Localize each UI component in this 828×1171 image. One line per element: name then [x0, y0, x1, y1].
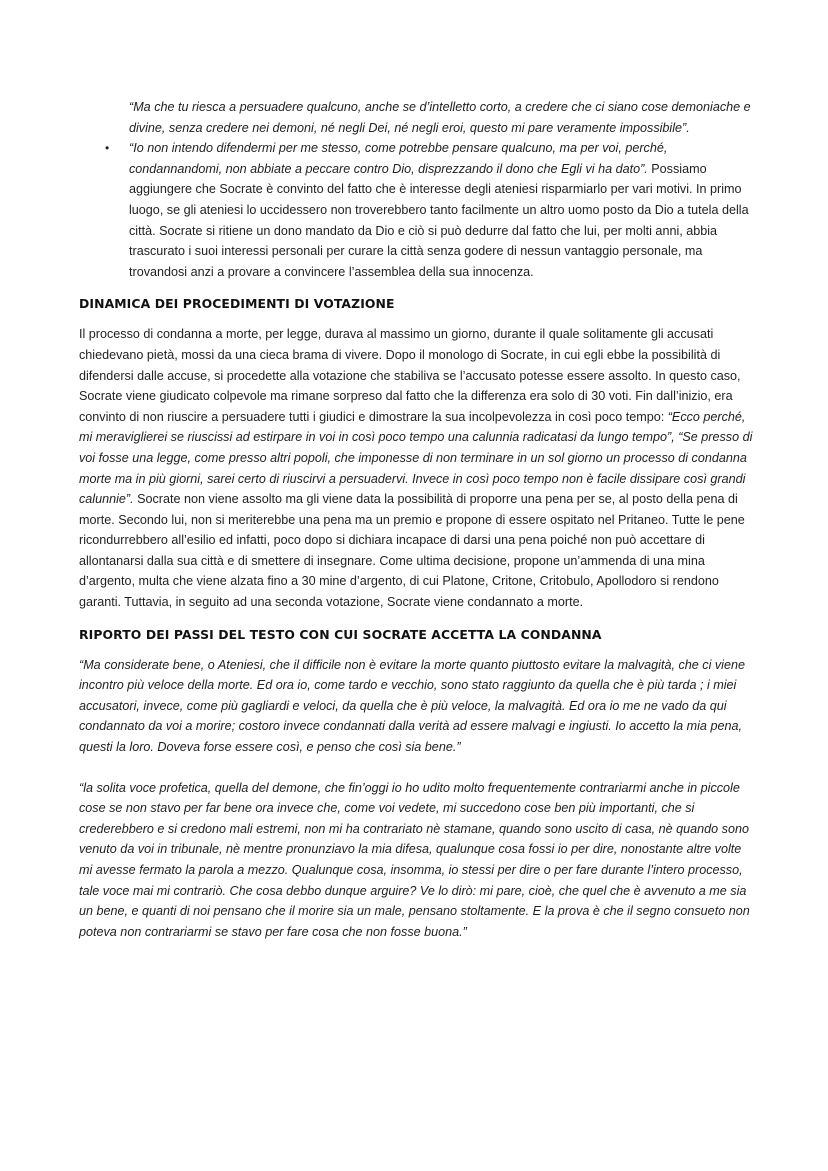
condanna-quote-2: “la solita voce profetica, quella del demone, che fin’oggi io ho udito molto frequentemente contrariarmi anche in piccole cose se non stavo per far bene ora invece che, come voi vedete, mi succedono cose ben più importanti, che si crederebbero e si credono mali estremi, non mi ha contrariato nè stamane, quando sono uscito di casa, nè quando sono venuto da voi in tribunale, nè mentre pronunziavo la mia difesa, qualunque cosa fossi io per dire, nonostante altre volte mi avesse fermato la parola a mezzo. Qualunque cosa, insomma, io stessi per dire o per fare durante l’intero processo, tale voce mai mi contrariò. Che cosa debbo dunque arguire? Ve lo dirò: mi pare, cioè, che quel che è avvenuto a me sia un bene, e quanti di noi pensano che il morire sia un male, pensano stoltamente. E la prova è che il segno consueto non poteva non contrariarmi se stavo per fare cosa che non fosse buona.” [79, 780, 750, 939]
bullet-icon: • [105, 141, 110, 156]
bullet-list-item [105, 138, 756, 282]
votazione-quote: “Ecco perché, mi meraviglierei se riuscissi ad estirpare in voi in così poco tempo una calunnia radicatasi da lungo tempo”, “Se presso di voi fosse una legge, come presso altri popoli, che imponesse di non terminare in un sol giorno un processo di condanna morte ma in più giorni, sarei certo di riuscirvi a persuadervi. Invece in così poco tempo non è facile dissipare così grandi calunnie”. [79, 409, 753, 507]
section-heading-votazione: DINAMICA DEI PROCEDIMENTI DI VOTAZIONE [79, 296, 395, 312]
condanna-quote-1: “Ma considerate bene, o Ateniesi, che il difficile non è evitare la morte quanto piuttosto evitare la malvagità, che ci viene incontro più veloce della morte. Ed ora io, come tardo e vecchio, sono stato raggiunto da quella che è più tarda ; i miei accusatori, invece, come più gagliardi e veloci, da quella che è più veloce, la malvagità. Ed ora io me ne vado da qui condannato da voi a morire; costoro invece condannati dalla verità ad essere malvagi e ingiusti. Io accetto la mia pena, questi la loro. Doveva forse essere così, e penso che così sia bene.” [79, 657, 745, 755]
votazione-text-start: Il processo di condanna a morte, per legge, durava al massimo un giorno, durante il quale solitamente gli accusati chiedevano pietà, mossi da una cieca brama di vivere. Dopo il monologo di Socrate, in cui egli ebbe la possibilità di difendersi dalle accuse, si procedette alla votazione che stabiliva se l’accusato potesse essere assolto. In questo caso, Socrate viene giudicato colpevole ma rimane sorpreso dal fatto che la differenza era solo di 30 voti. Fin dall’inizio, era convinto di non riuscire a persuadere tutti i giudici e dimostrare la sua incolpevolezza in così poco tempo: [79, 327, 741, 424]
bullet-text: Possiamo aggiungere che Socrate è convinto del fatto che è interesse degli ateniesi risparmiarlo per vari motivi. In primo luogo, se gli ateniesi lo uccidessero non troverebbero tanto facilmente un altro uomo posto da Dio a tutela della città. Socrate si ritiene un dono mandato da Dio e ciò si può dedurre dal fatto che lui, per molti anni, abbia trascurato i suoi interessi personali per curare la città senza godere di nessun vantaggio personale, ma trovandosi anzi a provare a convincere l’assemblea della sua innocenza. [129, 161, 749, 279]
bullet-quote: “Io non intendo difendermi per me stesso, come potrebbe pensare qualcuno, ma per voi, perché, condannandomi, non abbiate a peccare contro Dio, disprezzando il dono che Egli vi ha dato”. [129, 141, 668, 176]
intro-quote: “Ma che tu riesca a persuadere qualcuno, anche se d’intelletto corto, a credere che ci siano cose demoniache e divine, senza credere nei demoni, né negli Dei, né negli eroi, questo mi pare veramente impossibile”. [129, 100, 751, 135]
paragraph-spacer [79, 758, 756, 778]
bullet-paragraph [129, 138, 756, 282]
votazione-paragraph [79, 324, 756, 612]
section-heading-condanna: RIPORTO DEI PASSI DEL TESTO CON CUI SOCRATE ACCETTA LA CONDANNA [79, 626, 602, 642]
votazione-text-end: Socrate non viene assolto ma gli viene data la possibilità di proporre una pena per se, al posto della pena di morte. Secondo lui, non si meriterebbe una pena ma un premio e propone di essere ospitato nel Pritaneo. Tutte le pene ricondurrebbero all’esilio ed infatti, poco dopo si dichiara incapace di darsi una pena poiché non può accettare di allontanarsi dalla sua città e di smettere di insegnare. Come ultima decisione, propone un’ammenda di una mina d’argento, multa che viene alzata fino a 30 mine d’argento, di cui Platone, Critone, Critobulo, Apollodoro si rendono garanti. Tuttavia, in seguito ad una seconda votazione, Socrate viene condannato a morte. [79, 492, 745, 610]
